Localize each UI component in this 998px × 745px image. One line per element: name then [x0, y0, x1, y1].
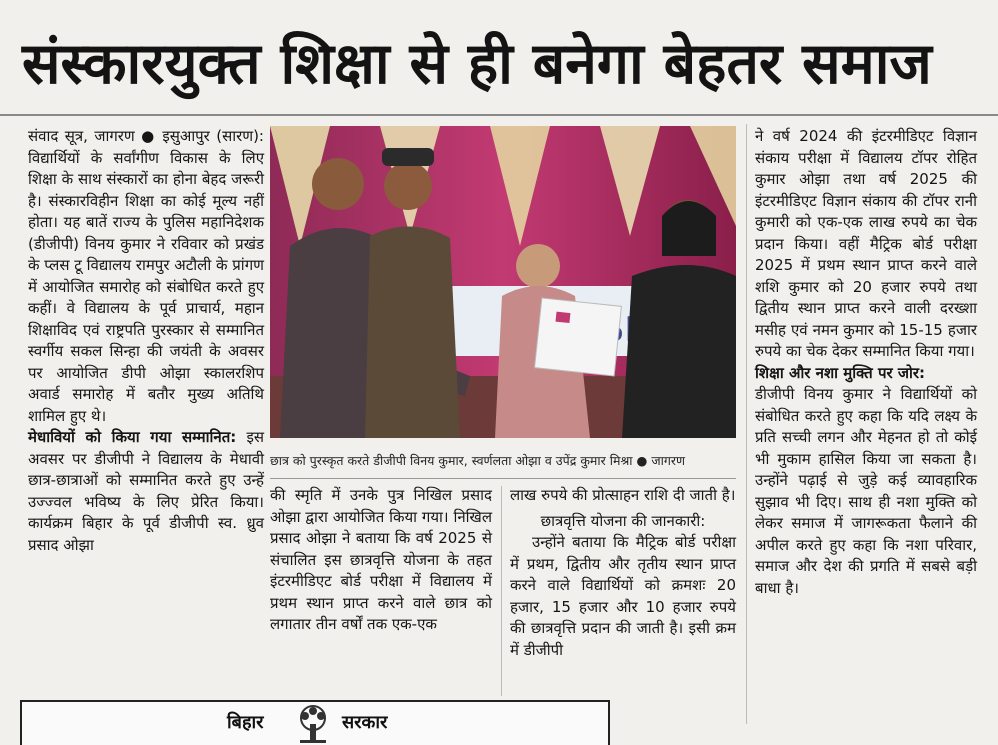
ad-right-word: सरकार [342, 712, 388, 733]
column4-para2: डीजीपी विनय कुमार ने विद्यार्थियों को संबोधित करते हुए कहा कि यदि लक्ष्य के प्रति सच्ची लगन और मेहनत हो तो कोई भी मुकाम हासिल किया जा सकता है। उन्होंने पढ़ाई से जुड़े कई व्यावहारिक सुझाव भी दिए। साथ ही नशा मुक्ति को लेकर समाज में जागरूकता फैलाने की अपील करते हुए कहा कि नशा परिवार, समाज और देश की प्रगति में सबसे बड़ी बाधा है। [755, 385, 977, 597]
headline-rule [0, 114, 998, 116]
column1-text-1: विद्यार्थियों के सर्वांगीण विकास के लिए शिक्षा के साथ संस्कारों का होना बेहद जरूरी है। संस्कारविहीन शिक्षा का कोई मूल्य नहीं होता। यह बातें राज्य के पुलिस महानिदेशक (डीजीपी) विनय कुमार ने रविवार को प्रखंड के प्लस टू विद्यालय रामपुर अटौली के प्रांगण में आयोजित समारोह को संबोधित करते हुए कहीं। वे विद्यालय के पूर्व प्राचार्य, महान शिक्षाविद एवं राष्ट्रपति पुरस्कार से सम्मानित स्वर्गीय सकल सिन्हा की जयंती के अवसर पर आयोजित डीपी ओझा स्कालरशिप अवार्ड समारोह में बतौर मुख्य अतिथि शामिल हुए थे। [28, 148, 264, 425]
bihar-sarkar-ad [20, 700, 610, 745]
subhead-scholarship: छात्रवृत्ति योजना की जानकारी: [540, 511, 706, 530]
article-column-3 [510, 485, 736, 661]
byline: संवाद सूत्र, जागरण ● इसुआपुर (सारण): [28, 127, 264, 145]
column3-para2: उन्होंने बताया कि मैट्रिक बोर्ड परीक्षा में प्रथम, द्वितीय और तृतीय स्थान प्राप्त करने वाले विद्यार्थियों को क्रमशः 20 हजार, 15 हजार और 10 हजार रुपये की छात्रवृत्ति प्रदान की जाती है। इसी क्रम में डीजीपी [510, 533, 736, 659]
column1-text-2: इस अवसर पर डीजीपी ने विद्यालय के मेधावी छात्र-छात्राओं को सम्मानित करते हुए उन्हें उज्ज्वल भविष्य के लिए प्रेरित किया। कार्यक्रम बिहार के पूर्व डीजीपी स्व. ध्रुव प्रसाद ओझा [28, 428, 264, 554]
column2-text: की स्मृति में उनके पुत्र निखिल प्रसाद ओझा द्वारा आयोजित किया गया। निखिल प्रसाद ओझा ने बताया कि वर्ष 2025 से संचालित इस छात्रवृत्ति योजना के तहत इंटरमीडिएट बोर्ड परीक्षा में विद्यालय में प्रथम स्थान प्राप्त करने वाले छात्र को लगातार तीन वर्षों तक एक-एक [270, 486, 492, 633]
article-column-1 [28, 126, 264, 556]
column-divider [501, 486, 502, 696]
photo-caption: छात्र को पुरस्कृत करते डीजीपी विनय कुमार, स्वर्णलता ओझा व उपेंद्र कुमार मिश्रा ● जागरण [270, 453, 686, 468]
event-photo [270, 126, 736, 438]
bodhi-tree-emblem-icon [290, 704, 336, 744]
column1-para1 [28, 126, 264, 427]
subhead-toppers: मेधावियों को किया गया सम्मानित: [28, 428, 237, 446]
caption-rule [270, 478, 736, 479]
column1-para2 [28, 427, 264, 556]
headline: संस्कारयुक्त शिक्षा से ही बनेगा बेहतर समाज [22, 31, 932, 97]
subhead-education-deaddiction: शिक्षा और नशा मुक्ति पर जोर: [755, 363, 925, 382]
photo-illustration [270, 126, 736, 438]
column-divider [746, 124, 747, 724]
article-column-4 [755, 126, 977, 599]
ad-left-word: बिहार [227, 712, 264, 733]
article-column-2 [270, 485, 492, 636]
column4-para1: ने वर्ष 2024 की इंटरमीडिएट विज्ञान संकाय परीक्षा में विद्यालय टॉपर रोहित कुमार ओझा तथा वर्ष 2025 की इंटरमीडिएट विज्ञान संकाय की टॉपर रानी कुमारी को एक-एक लाख रुपये का चेक प्रदान किया। वहीं मैट्रिक बोर्ड परीक्षा 2025 में प्रथम स्थान प्राप्त करने वाले शशि कुमार को 20 हजार रुपये तथा द्वितीय स्थान प्राप्त करने वाली दरख्शा मसीह एवं नमन कुमार को 15-15 हजार रुपये का चेक देकर सम्मानित किया गया। [755, 127, 977, 360]
column3-para1: लाख रुपये की प्रोत्साहन राशि दी जाती है। [510, 486, 736, 504]
